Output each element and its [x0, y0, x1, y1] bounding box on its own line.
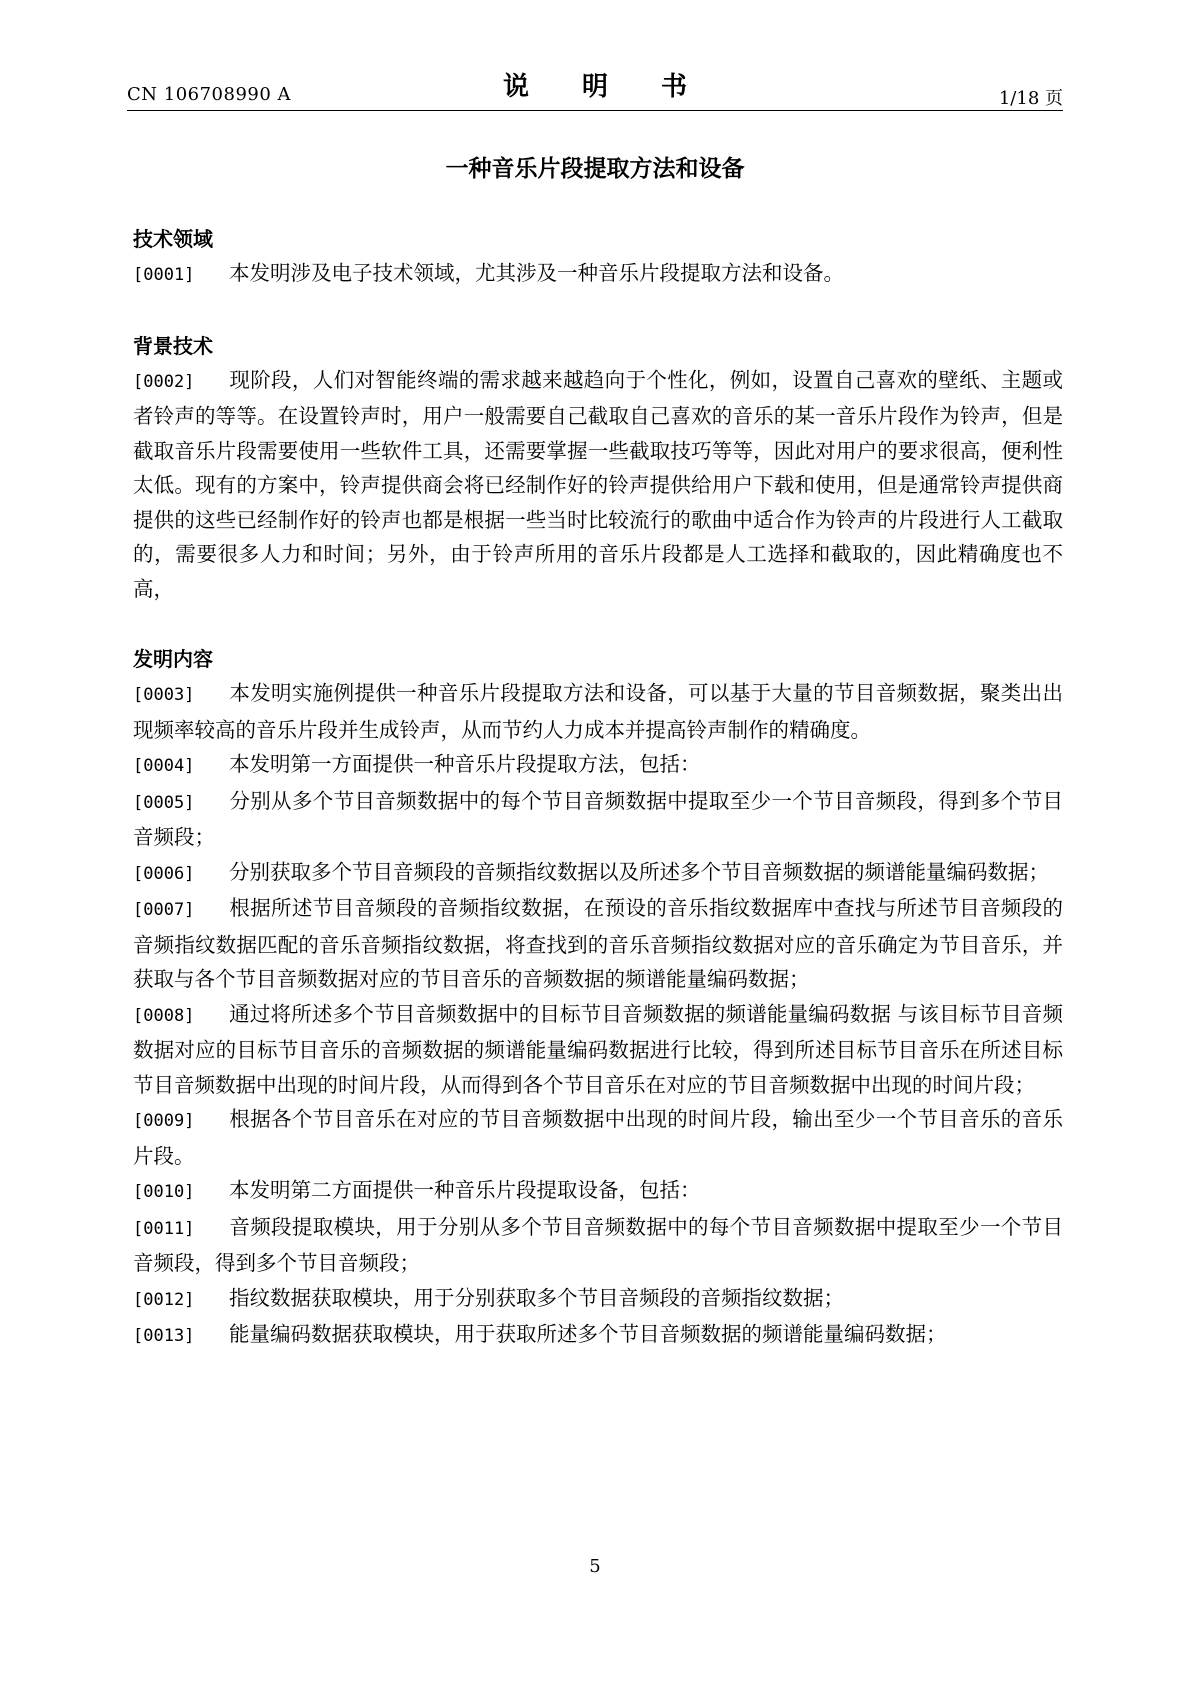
- section-heading: 背景技术: [133, 333, 213, 358]
- paragraph-text: 根据所述节目音频段的音频指纹数据，在预设的音乐指纹数据库中查找与所述节目音频段的音频指纹数据匹配的音乐音频指纹数据，将查找到的音乐音频指纹数据对应的音乐确定为节目音乐，并获取与各个节目音频数据对应的节目音乐的音频数据的频谱能量编码数据；: [133, 896, 1063, 991]
- paragraph: [133, 1173, 1063, 1210]
- paragraph-text: 根据各个节目音乐在对应的节目音频数据中出现的时间片段，输出至少一个节目音乐的音乐片段。: [133, 1107, 1063, 1168]
- paragraph-text: 现阶段，人们对智能终端的需求越来越趋向于个性化，例如，设置自己喜欢的壁纸、主题或者铃声的等等。在设置铃声时，用户一般需要自己截取自己喜欢的音乐的某一音乐片段作为铃声，但是截取音乐片段需要使用一些软件工具，还需要掌握一些截取技巧等等，因此对用户的要求很高，便利性太低。现有的方案中，铃声提供商会将已经制作好的铃声提供给用户下载和使用，但是通常铃声提供商提供的这些已经制作好的铃声也都是根据一些当时比较流行的歌曲中适合作为铃声的片段进行人工截取的，需要很多人力和时间；另外，由于铃声所用的音乐片段都是人工选择和截取的，因此精确度也不高，: [133, 367, 1063, 601]
- paragraph-number: [0006]: [133, 863, 195, 884]
- paragraph-text: 本发明第一方面提供一种音乐片段提取方法，包括：: [229, 752, 701, 776]
- section: [133, 222, 1063, 293]
- paragraph-number: [0007]: [133, 900, 195, 920]
- paragraph: [133, 784, 1063, 855]
- paragraph-number: [0001]: [133, 265, 195, 285]
- section-gap: [133, 293, 1063, 329]
- paragraph-text: 本发明涉及电子技术领域，尤其涉及一种音乐片段提取方法和设备。: [229, 261, 844, 285]
- section-heading: 发明内容: [133, 647, 213, 671]
- page-info: 1/18 页: [998, 88, 1063, 109]
- paragraph: [133, 891, 1063, 997]
- paragraph-number: [0010]: [133, 1182, 195, 1202]
- paragraph-text: 能量编码数据获取模块，用于获取所述多个节目音频数据的频谱能量编码数据；: [229, 1322, 947, 1346]
- publication-number: CN 106708990 A: [127, 84, 292, 105]
- paragraph: [133, 1317, 1063, 1354]
- paragraph: [133, 256, 1063, 293]
- paragraph-number: [0012]: [133, 1289, 195, 1310]
- section-gap: [133, 606, 1063, 642]
- paragraph-number: [0005]: [133, 792, 195, 813]
- paragraph-text: 指纹数据获取模块，用于分别获取多个节目音频段的音频指纹数据；: [229, 1285, 844, 1310]
- paragraph-number: [0004]: [133, 756, 195, 776]
- paragraph-text: 分别从多个节目音频数据中的每个节目音频数据中提取至少一个节目音频段，得到多个节目音频段；: [133, 788, 1063, 849]
- page-number: 5: [589, 1556, 601, 1577]
- paragraph-number: [0008]: [133, 1005, 195, 1026]
- header-divider: [127, 110, 1063, 111]
- paragraph-number: [0013]: [133, 1326, 195, 1346]
- paragraph: [133, 997, 1063, 1103]
- section: [133, 642, 1063, 1354]
- paragraph: [133, 1281, 1063, 1318]
- paragraph: [133, 676, 1063, 747]
- paragraph-number: [0003]: [133, 685, 195, 705]
- paragraph-text: 本发明第二方面提供一种音乐片段提取设备，包括：: [229, 1178, 701, 1202]
- paragraph: [133, 855, 1063, 892]
- paragraph: [133, 363, 1063, 607]
- paragraph: [133, 1210, 1063, 1281]
- page-header: [127, 60, 1063, 112]
- paragraph-number: [0002]: [133, 371, 195, 392]
- paragraph-number: [0009]: [133, 1111, 195, 1131]
- paragraph: [133, 747, 1063, 784]
- document-body: [133, 222, 1063, 1354]
- document-type: 说 明 书: [502, 72, 710, 102]
- paragraph-text: 本发明实施例提供一种音乐片段提取方法和设备，可以基于大量的节目音频数据，聚类出出现频率较高的音乐片段并生成铃声，从而节约人力成本并提高铃声制作的精确度。: [133, 681, 1063, 742]
- paragraph: [133, 1102, 1063, 1173]
- paragraph-text: 分别获取多个节目音频段的音频指纹数据以及所述多个节目音频数据的频谱能量编码数据；: [229, 859, 1049, 884]
- paragraph-number: [0011]: [133, 1218, 195, 1239]
- paragraph-text: 音频段提取模块，用于分别从多个节目音频数据中的每个节目音频数据中提取至少一个节目音频段，得到多个节目音频段；: [133, 1214, 1063, 1275]
- paragraph-text: 通过将所述多个节目音频数据中的目标节目音频数据的频谱能量编码数据 与该目标节目音频数据对应的目标节目音乐的音频数据的频谱能量编码数据进行比较，得到所述目标节目音乐在所述目标节目音频数据中出现的时间片段，从而得到各个节目音乐在对应的节目音频数据中出现的时间片段；: [133, 1001, 1063, 1097]
- section: [133, 329, 1063, 607]
- document-title: 一种音乐片段提取方法和设备: [445, 156, 745, 182]
- section-heading: 技术领域: [133, 227, 213, 251]
